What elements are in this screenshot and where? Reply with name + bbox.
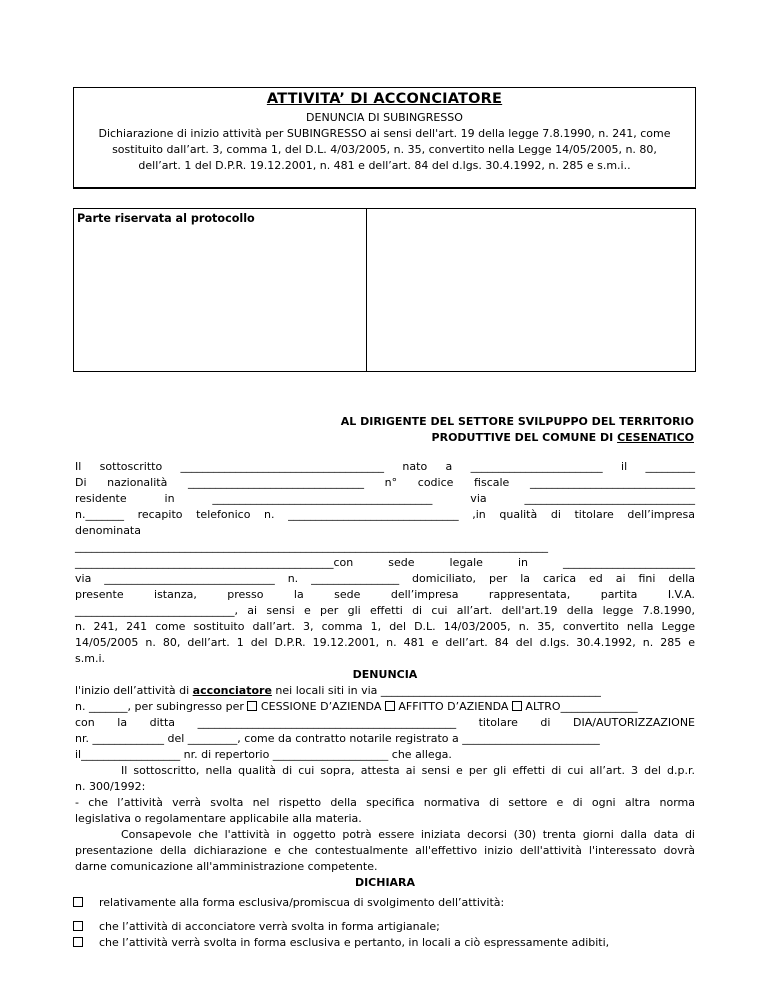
addressee-line-1: AL DIRIGENTE DEL SETTORE SVILPUPPO DEL TERRITORIO [340,415,694,428]
protocol-box [73,208,696,372]
dichiara-item: relativamente alla forma esclusiva/promiscua di svolgimento dell’attività: [73,895,504,911]
form-line: denominata [75,524,141,537]
altro-checkbox[interactable] [512,701,522,711]
form-line: n. 241, 241 come sostituito dall’art. 3, comma 1, del D.L. 14/03/2005, n. 35, convertito nella Legge [75,620,695,633]
section-heading-denuncia: DENUNCIA [352,668,418,681]
dichiara-item: che l’attività di acconciatore verrà svolta in forma artigianale; [73,919,440,935]
form-line: l'inizio dell’attività di acconciatore nei locali siti in via ________________________________________ [75,684,601,697]
protocol-label: Parte riservata al protocollo [77,212,255,225]
form-line: ______________________________________________________________________________________ [75,540,548,553]
header-line-3: dell’art. 1 del D.P.R. 19.12.2001, n. 481 e dell’art. 84 del d.lgs. 30.4.1992, n. 285 e s.m.i.. [138,159,631,172]
section-heading-dichiara: DICHIARA [354,876,416,889]
form-line: Il sottoscritto, nella qualità di cui sopra, attesta ai sensi e per gli effetti di cui all’art. 3 del d.p.r. [121,764,695,777]
form-line: legislativa o regolamentare applicabile alla materia. [75,812,362,825]
form-line: via _______________________________ n. ________________ domiciliato, per la carica ed ai fini della [75,572,695,585]
form-line: presentazione della dichiarazione e che contestualmente all'effettivo inizio dell'attività l'interessato dovrà [75,844,695,857]
form-line: - che l’attività verrà svolta nel rispetto della specifica normativa di settore e di ogni altra norma [75,796,695,809]
header-line-1: Dichiarazione di inizio attività per SUBINGRESSO ai sensi dell'art. 19 della legge 7.8.1990, n. 241, come [98,127,671,140]
document-subtitle: DENUNCIA DI SUBINGRESSO [306,111,463,124]
subingresso-line: n. _______, per subingresso per CESSIONE D’AZIENDA AFFITTO D’AZIENDA ALTRO______________ [75,700,638,713]
form-line: Il sottoscritto _____________________________________ nato a ________________________ il _________ [75,460,695,473]
form-line: darne comunicazione all'amministrazione competente. [75,860,378,873]
form-line: il__________________ nr. di repertorio _____________________ che allega. [75,748,452,761]
form-line: _____________________________, ai sensi e per gli effetti di cui all’art. dell'art.19 della legge 7.8.1990, [75,604,695,617]
form-line: presente istanza, presso la sede dell’impresa rappresentata, partita I.V.A. [75,588,695,601]
form-line: 14/05/2005 n. 80, dell’art. 1 del D.P.R. 19.12.2001, n. 481 e dell’art. 84 del d.lgs. 30.4.1992, n. 285 e [75,636,695,649]
form-line: residente in ________________________________________ via _______________________________ [75,492,695,505]
checkbox[interactable] [73,937,83,947]
form-line: n. 300/1992: [75,780,146,793]
affitto-checkbox[interactable] [385,701,395,711]
form-line: s.m.i. [75,652,105,665]
addressee-line-2: PRODUTTIVE DEL COMUNE DI CESENATICO [431,431,694,444]
checkbox[interactable] [73,897,83,907]
form-line: Consapevole che l'attività in oggetto potrà essere iniziata decorsi (30) trenta giorni dalla data di [121,828,695,841]
form-line: con la ditta _______________________________________________ titolare di DIA/AUTORIZZAZIONE [75,716,695,729]
cessione-checkbox[interactable] [247,701,257,711]
header-line-2: sostituito dall’art. 3, comma 1, del D.L. 4/03/2005, n. 35, convertito nella Legge 14/05/2005, n. 80, [112,143,657,156]
form-line: n._______ recapito telefonico n. _______________________________ ,in qualità di titolare dell’impresa [75,508,695,521]
form-line: _______________________________________________con sede legale in ________________________ [75,556,695,569]
document-title: ATTIVITA’ DI ACCONCIATORE [266,91,503,107]
checkbox[interactable] [73,921,83,931]
form-line: Di nazionalità ________________________________ n° codice fiscale ______________________________ [75,476,695,489]
protocol-divider [366,208,367,371]
form-line: nr. _____________ del _________, come da contratto notarile registrato a _________________________ [75,732,600,745]
addressee-city: CESENATICO [617,431,694,444]
dichiara-item: che l’attività verrà svolta in forma esclusiva e pertanto, in locali a ciò espressamente adibiti, [73,935,609,951]
